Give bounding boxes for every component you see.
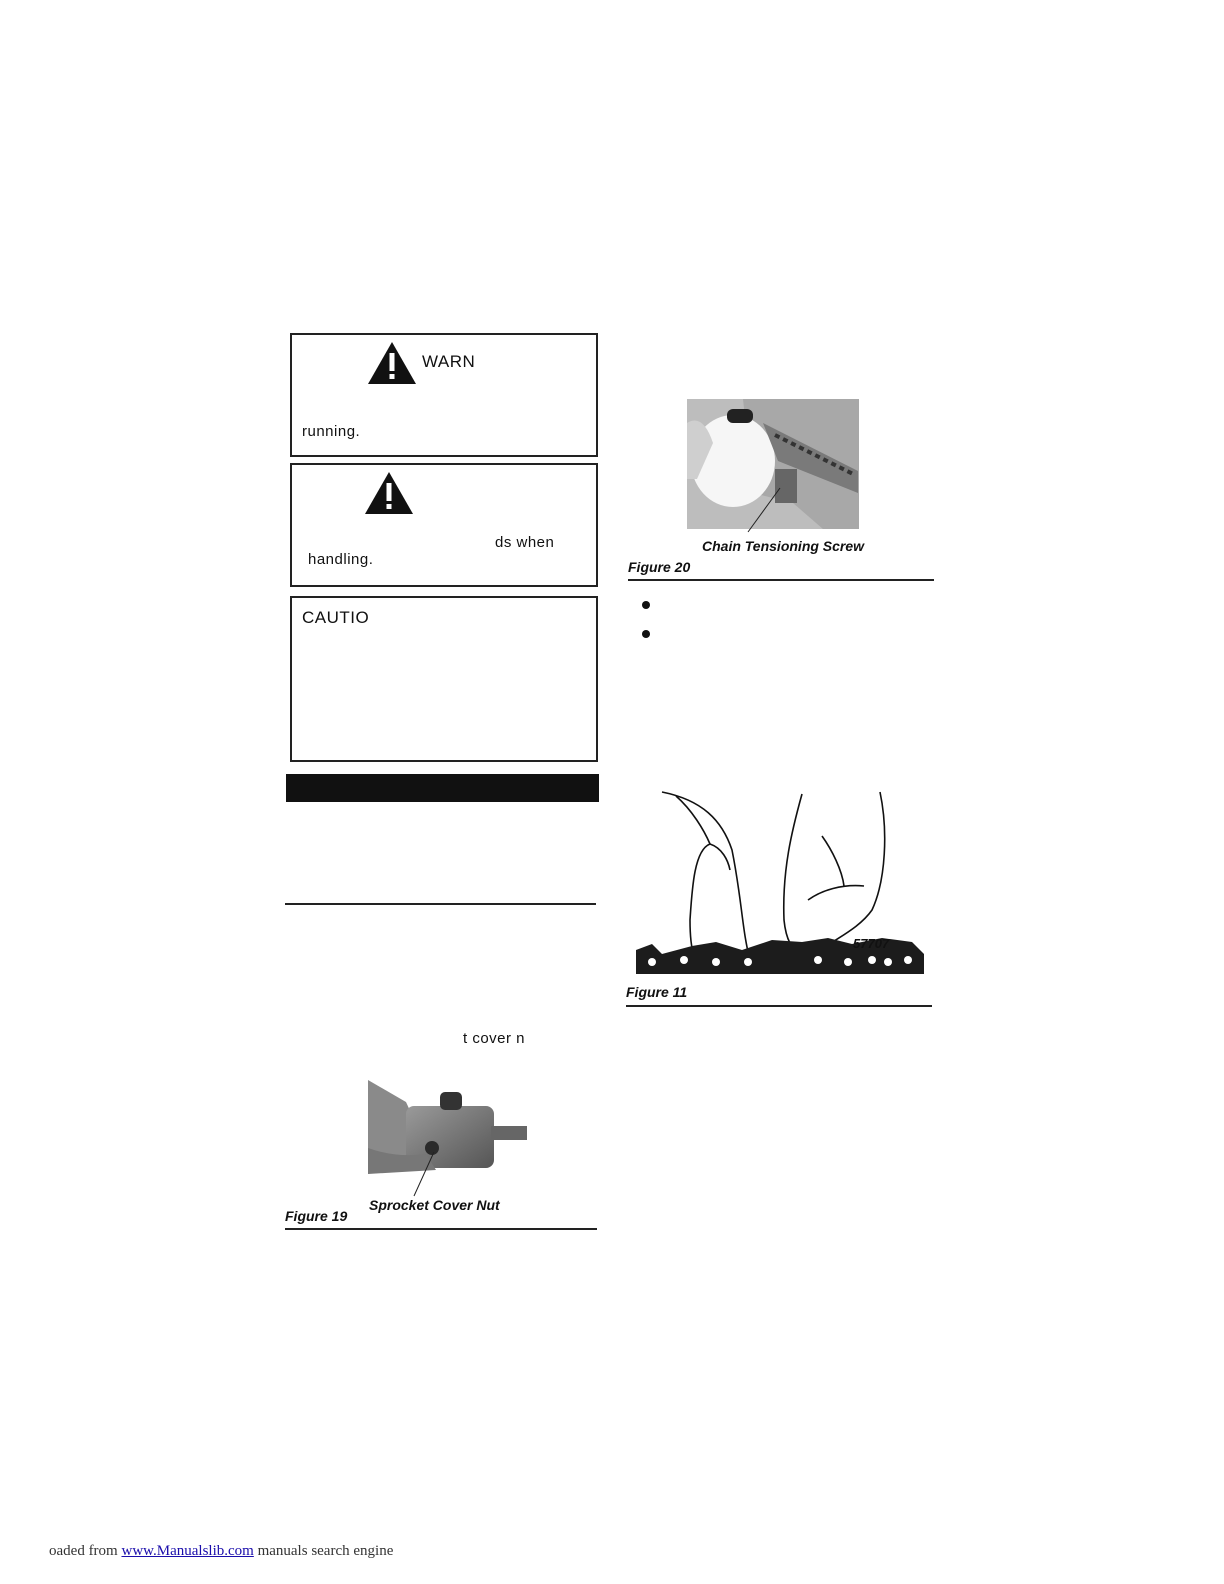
warning-2-line1: ds when bbox=[495, 534, 555, 551]
caution-title: CAUTIO bbox=[302, 608, 370, 627]
footer bbox=[49, 1543, 393, 1560]
figure20-caption: Figure 20 bbox=[628, 559, 691, 575]
figure11-rule bbox=[626, 1005, 932, 1007]
bullet-point bbox=[642, 601, 650, 609]
caution-box bbox=[290, 596, 598, 762]
warning-triangle-icon bbox=[364, 471, 414, 515]
figure11-caption: Figure 11 bbox=[626, 984, 688, 1000]
warning-title: WARN bbox=[422, 352, 476, 371]
footer-suffix: manuals search engine bbox=[257, 1543, 394, 1559]
warning-2-line2: handling. bbox=[308, 551, 374, 568]
bullet-point bbox=[642, 630, 650, 638]
figure19-rule bbox=[285, 1228, 597, 1230]
figure11-part-number: 57707 bbox=[853, 936, 890, 951]
footer-prefix: oaded from bbox=[49, 1543, 118, 1559]
figure19-caption: Figure 19 bbox=[285, 1208, 348, 1224]
callout-line bbox=[410, 1150, 440, 1200]
figure19-callout: Sprocket Cover Nut bbox=[369, 1197, 500, 1213]
section-divider bbox=[285, 903, 596, 905]
sprocket-cover-photo bbox=[366, 1078, 528, 1190]
warning-box bbox=[290, 333, 598, 457]
figure20-callout: Chain Tensioning Screw bbox=[702, 538, 865, 554]
section-header-bar bbox=[286, 774, 599, 802]
callout-line bbox=[744, 486, 784, 536]
manualslib-link[interactable]: www.Manualslib.com bbox=[121, 1543, 254, 1559]
figure20-rule bbox=[628, 579, 934, 581]
warning-box-2 bbox=[290, 463, 598, 587]
text-fragment: t cover n bbox=[463, 1030, 526, 1047]
warning-triangle-icon bbox=[367, 341, 417, 385]
warning-body: running. bbox=[302, 423, 361, 440]
